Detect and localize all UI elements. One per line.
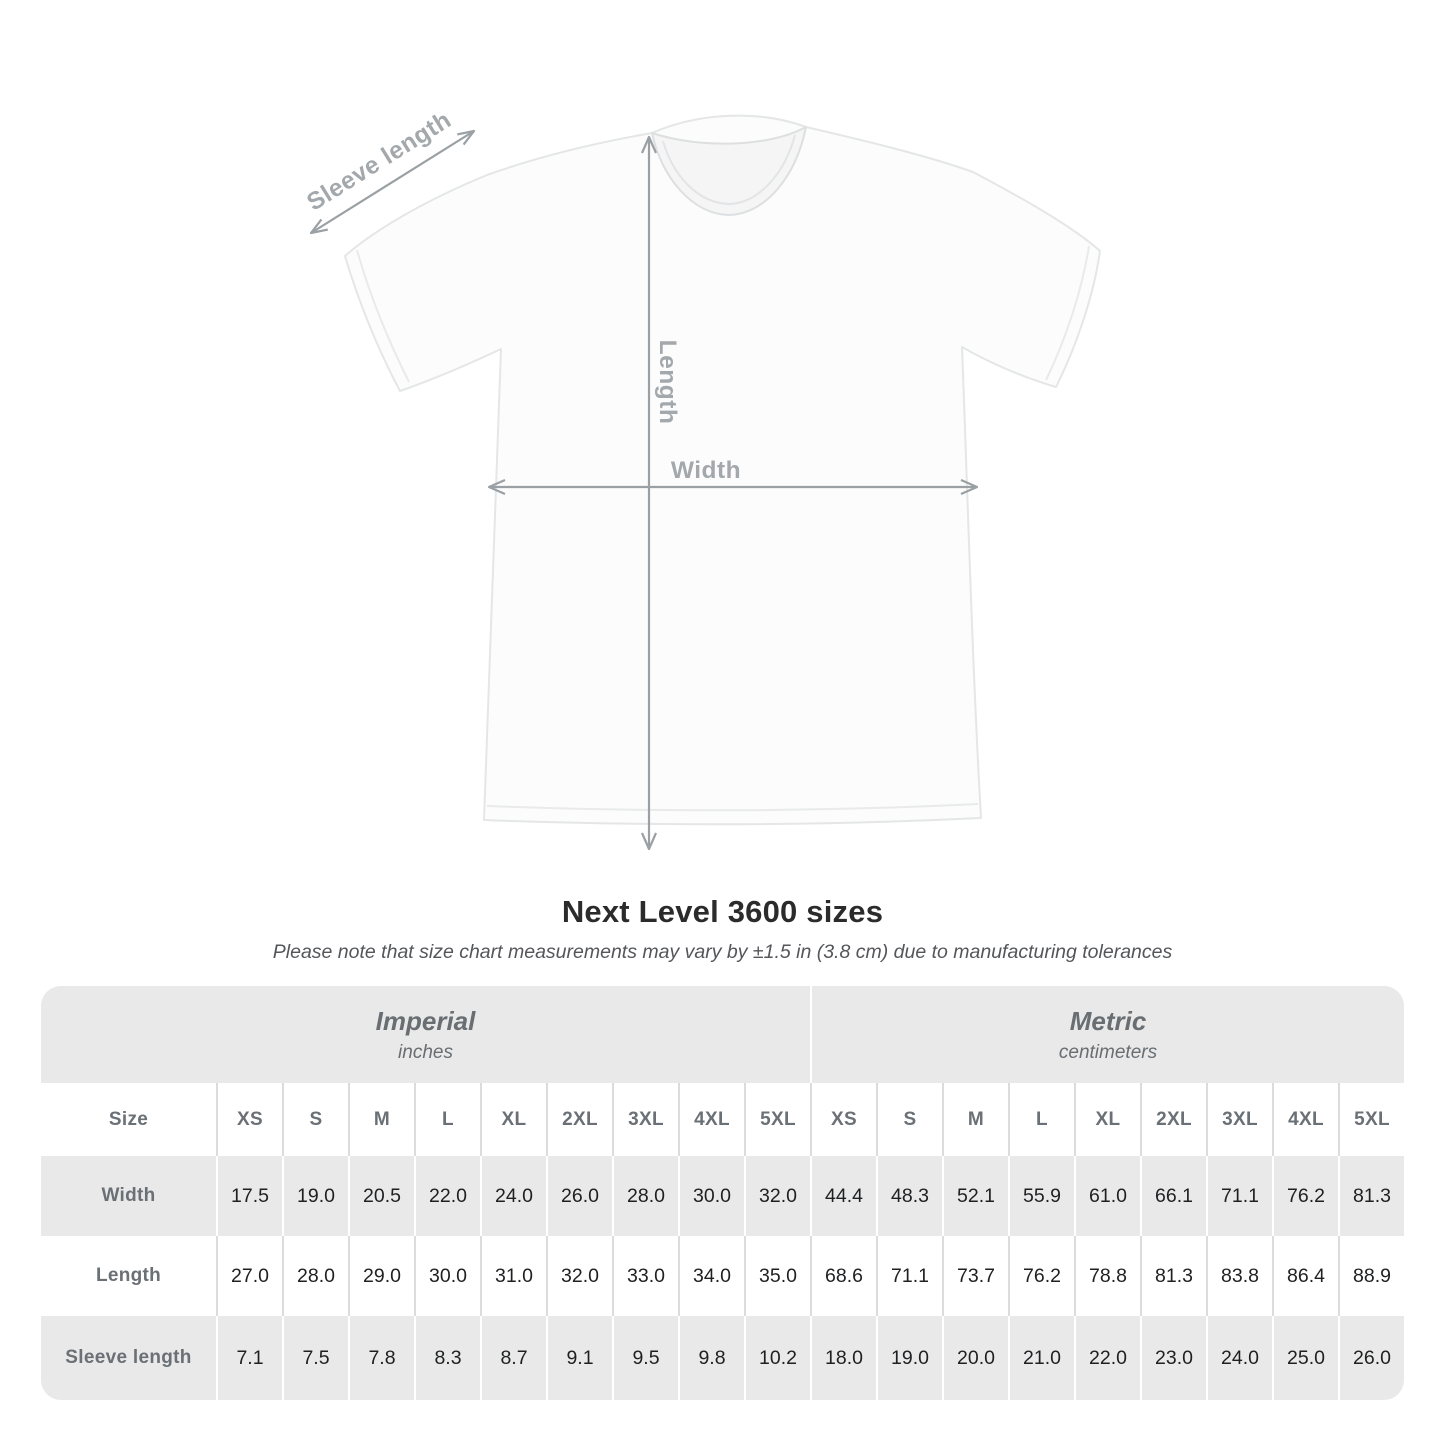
metric-value-cell: 68.6: [810, 1236, 876, 1316]
unit-band-row: [41, 986, 1404, 1083]
metric-value-cell: 76.2: [1272, 1156, 1338, 1236]
metric-value-cell: 20.0: [942, 1316, 1008, 1400]
size-column-header: L: [1008, 1083, 1074, 1156]
imperial-value-cell: 8.7: [480, 1316, 546, 1400]
imperial-value-cell: 32.0: [546, 1236, 612, 1316]
size-column-header: 5XL: [1338, 1083, 1404, 1156]
size-column-header: XS: [216, 1083, 282, 1156]
metric-value-cell: 73.7: [942, 1236, 1008, 1316]
corner-header: Size: [108, 1108, 149, 1130]
imperial-value-cell: 9.1: [546, 1316, 612, 1400]
metric-value-cell: 71.1: [1206, 1156, 1272, 1236]
imperial-value-cell: 24.0: [480, 1156, 546, 1236]
size-column-header: 2XL: [1140, 1083, 1206, 1156]
measurement-row: [41, 1156, 1404, 1236]
imperial-value-cell: 26.0: [546, 1156, 612, 1236]
size-column-header: 3XL: [612, 1083, 678, 1156]
metric-value-cell: 78.8: [1074, 1236, 1140, 1316]
size-column-header: XL: [1074, 1083, 1140, 1156]
page-title: Next Level 3600 sizes: [561, 894, 884, 929]
imperial-value-cell: 22.0: [414, 1156, 480, 1236]
size-column-header: 4XL: [1272, 1083, 1338, 1156]
imperial-value-cell: 9.5: [612, 1316, 678, 1400]
imperial-value-cell: 33.0: [612, 1236, 678, 1316]
size-column-header: S: [876, 1083, 942, 1156]
size-column-header: L: [414, 1083, 480, 1156]
metric-value-cell: 22.0: [1074, 1316, 1140, 1400]
measurement-row: [41, 1316, 1404, 1400]
imperial-value-cell: 8.3: [414, 1316, 480, 1400]
metric-value-cell: 83.8: [1206, 1236, 1272, 1316]
metric-value-cell: 76.2: [1008, 1236, 1074, 1316]
length-label: Length: [654, 339, 681, 425]
imperial-value-cell: 27.0: [216, 1236, 282, 1316]
row-label: Width: [101, 1185, 156, 1206]
metric-value-cell: 25.0: [1272, 1316, 1338, 1400]
width-label: Width: [670, 457, 742, 484]
size-table: [41, 986, 1404, 1400]
metric-value-cell: 26.0: [1338, 1316, 1404, 1400]
size-column-header: 4XL: [678, 1083, 744, 1156]
imperial-value-cell: 7.5: [282, 1316, 348, 1400]
imperial-value-cell: 29.0: [348, 1236, 414, 1316]
metric-value-cell: 24.0: [1206, 1316, 1272, 1400]
size-column-header: 2XL: [546, 1083, 612, 1156]
metric-value-cell: 55.9: [1008, 1156, 1074, 1236]
size-column-header: S: [282, 1083, 348, 1156]
row-label: Length: [95, 1265, 162, 1286]
metric-value-cell: 81.3: [1338, 1156, 1404, 1236]
metric-value-cell: 81.3: [1140, 1236, 1206, 1316]
imperial-value-cell: 19.0: [282, 1156, 348, 1236]
metric-value-cell: 66.1: [1140, 1156, 1206, 1236]
metric-value-cell: 88.9: [1338, 1236, 1404, 1316]
size-column-header: M: [348, 1083, 414, 1156]
imperial-value-cell: 35.0: [744, 1236, 810, 1316]
unit-group-header: [41, 986, 810, 1083]
metric-value-cell: 48.3: [876, 1156, 942, 1236]
metric-value-cell: 18.0: [810, 1316, 876, 1400]
metric-value-cell: 21.0: [1008, 1316, 1074, 1400]
imperial-value-cell: 32.0: [744, 1156, 810, 1236]
row-label: Sleeve length: [65, 1347, 192, 1368]
imperial-value-cell: 10.2: [744, 1316, 810, 1400]
size-column-header: XS: [810, 1083, 876, 1156]
metric-value-cell: 61.0: [1074, 1156, 1140, 1236]
metric-value-cell: 71.1: [876, 1236, 942, 1316]
imperial-value-cell: 30.0: [678, 1156, 744, 1236]
sleeve-length-label: Sleeve length: [302, 106, 457, 217]
unit-group-sublabel: inches: [398, 1041, 453, 1063]
size-column-header: M: [942, 1083, 1008, 1156]
metric-value-cell: 52.1: [942, 1156, 1008, 1236]
unit-group-label: Metric: [1069, 1005, 1147, 1036]
unit-group-sublabel: centimeters: [1058, 1041, 1158, 1063]
imperial-value-cell: 28.0: [282, 1236, 348, 1316]
unit-group-label: Imperial: [375, 1005, 476, 1036]
size-column-header: XL: [480, 1083, 546, 1156]
measurement-row: [41, 1236, 1404, 1316]
imperial-value-cell: 7.8: [348, 1316, 414, 1400]
imperial-value-cell: 34.0: [678, 1236, 744, 1316]
imperial-value-cell: 20.5: [348, 1156, 414, 1236]
imperial-value-cell: 9.8: [678, 1316, 744, 1400]
imperial-value-cell: 30.0: [414, 1236, 480, 1316]
imperial-value-cell: 31.0: [480, 1236, 546, 1316]
imperial-value-cell: 7.1: [216, 1316, 282, 1400]
metric-value-cell: 44.4: [810, 1156, 876, 1236]
imperial-value-cell: 28.0: [612, 1156, 678, 1236]
size-column-header: 3XL: [1206, 1083, 1272, 1156]
imperial-value-cell: 17.5: [216, 1156, 282, 1236]
tolerance-note: Please note that size chart measurements may vary by ±1.5 in (3.8 cm) due to manufacturing tolerances: [272, 941, 1173, 963]
metric-value-cell: 19.0: [876, 1316, 942, 1400]
unit-group-header: [812, 986, 1404, 1083]
metric-value-cell: 23.0: [1140, 1316, 1206, 1400]
size-column-header: 5XL: [744, 1083, 810, 1156]
size-header-row: [41, 1083, 1404, 1156]
metric-value-cell: 86.4: [1272, 1236, 1338, 1316]
